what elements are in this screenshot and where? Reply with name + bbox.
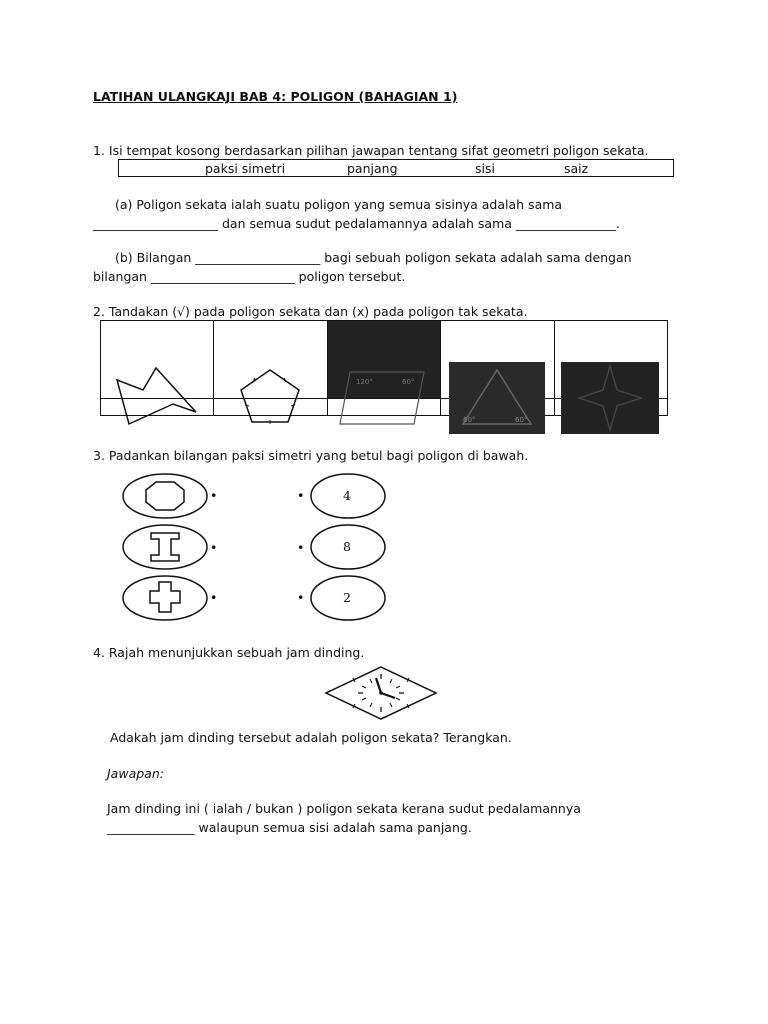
shape-ovals — [120, 472, 210, 622]
q2-question: 2. Tandakan (√) pada poligon sekata dan (x) pada poligon tak sekata. — [93, 304, 528, 319]
q1a-line1: (a) Poligon sekata ialah suatu poligon yang semua sisinya adalah sama — [115, 197, 563, 212]
polygon-cell-rhombus — [327, 321, 440, 399]
right-bullet-2[interactable]: • — [297, 540, 305, 555]
page-title: LATIHAN ULANGKAJI BAB 4: POLIGON (BAHAGIAN 1) — [93, 89, 458, 104]
q4-answer-line2: ______________ walaupun semua sisi adalah sama panjang. — [107, 820, 472, 835]
polygon-table — [100, 320, 668, 424]
q4-answer-line1: Jam dinding ini ( ialah / bukan ) poligon sekata kerana sudut pedalamannya — [107, 801, 581, 816]
q1-question: 1. Isi tempat kosong berdasarkan pilihan jawapan tentang sifat geometri poligon sekata. — [93, 143, 649, 158]
answer-2: 2 — [343, 590, 351, 605]
octagon-icon — [146, 482, 184, 510]
q1b-line1: (b) Bilangan ____________________ bagi sebuah poligon sekata adalah sama dengan — [115, 250, 632, 265]
i-beam-icon — [151, 533, 179, 561]
answer-cell-5[interactable] — [554, 399, 667, 416]
answer-cell-3[interactable] — [327, 399, 440, 416]
left-bullet-2[interactable]: • — [210, 540, 218, 555]
right-bullet-3[interactable]: • — [297, 590, 305, 605]
q1-choices-box — [118, 159, 674, 177]
q4-answer-label: Jawapan: — [107, 766, 164, 781]
choice-sisi: sisi — [475, 161, 495, 176]
wall-clock-icon — [322, 664, 440, 722]
q3-question: 3. Padankan bilangan paksi simetri yang betul bagi poligon di bawah. — [93, 448, 529, 463]
angle-label-60b: 60° — [463, 415, 476, 424]
answer-4: 4 — [343, 488, 351, 503]
choice-saiz: saiz — [564, 161, 589, 176]
answer-8: 8 — [343, 539, 351, 554]
angle-label-120: 120° — [355, 377, 373, 386]
angle-label-60c: 60° — [515, 415, 528, 424]
q1b-line2: bilangan _______________________ poligon tersebut. — [93, 269, 406, 284]
polygon-cell-triangle — [441, 321, 554, 424]
q4-ask: Adakah jam dinding tersebut adalah poligon sekata? Terangkan. — [110, 730, 512, 745]
polygon-cell-star — [554, 321, 667, 399]
q1a-line2: ____________________ dan semua sudut pedalamannya adalah sama ________________. — [93, 216, 620, 231]
angle-label-60a: 60° — [401, 377, 415, 386]
polygon-cell-irregular — [101, 321, 214, 399]
polygon-cell-pentagon — [214, 321, 327, 399]
answer-cell-1[interactable] — [101, 399, 214, 416]
q4-question: 4. Rajah menunjukkan sebuah jam dinding. — [93, 645, 365, 660]
cross-icon — [150, 582, 180, 612]
choice-paksi-simetri: paksi simetri — [205, 161, 286, 176]
right-bullet-1[interactable]: • — [297, 488, 305, 503]
answer-cell-2[interactable] — [214, 399, 327, 416]
left-bullet-1[interactable]: • — [210, 488, 218, 503]
left-bullet-3[interactable]: • — [210, 590, 218, 605]
answer-cell-4[interactable] — [441, 399, 554, 416]
choice-panjang: panjang — [347, 161, 398, 176]
